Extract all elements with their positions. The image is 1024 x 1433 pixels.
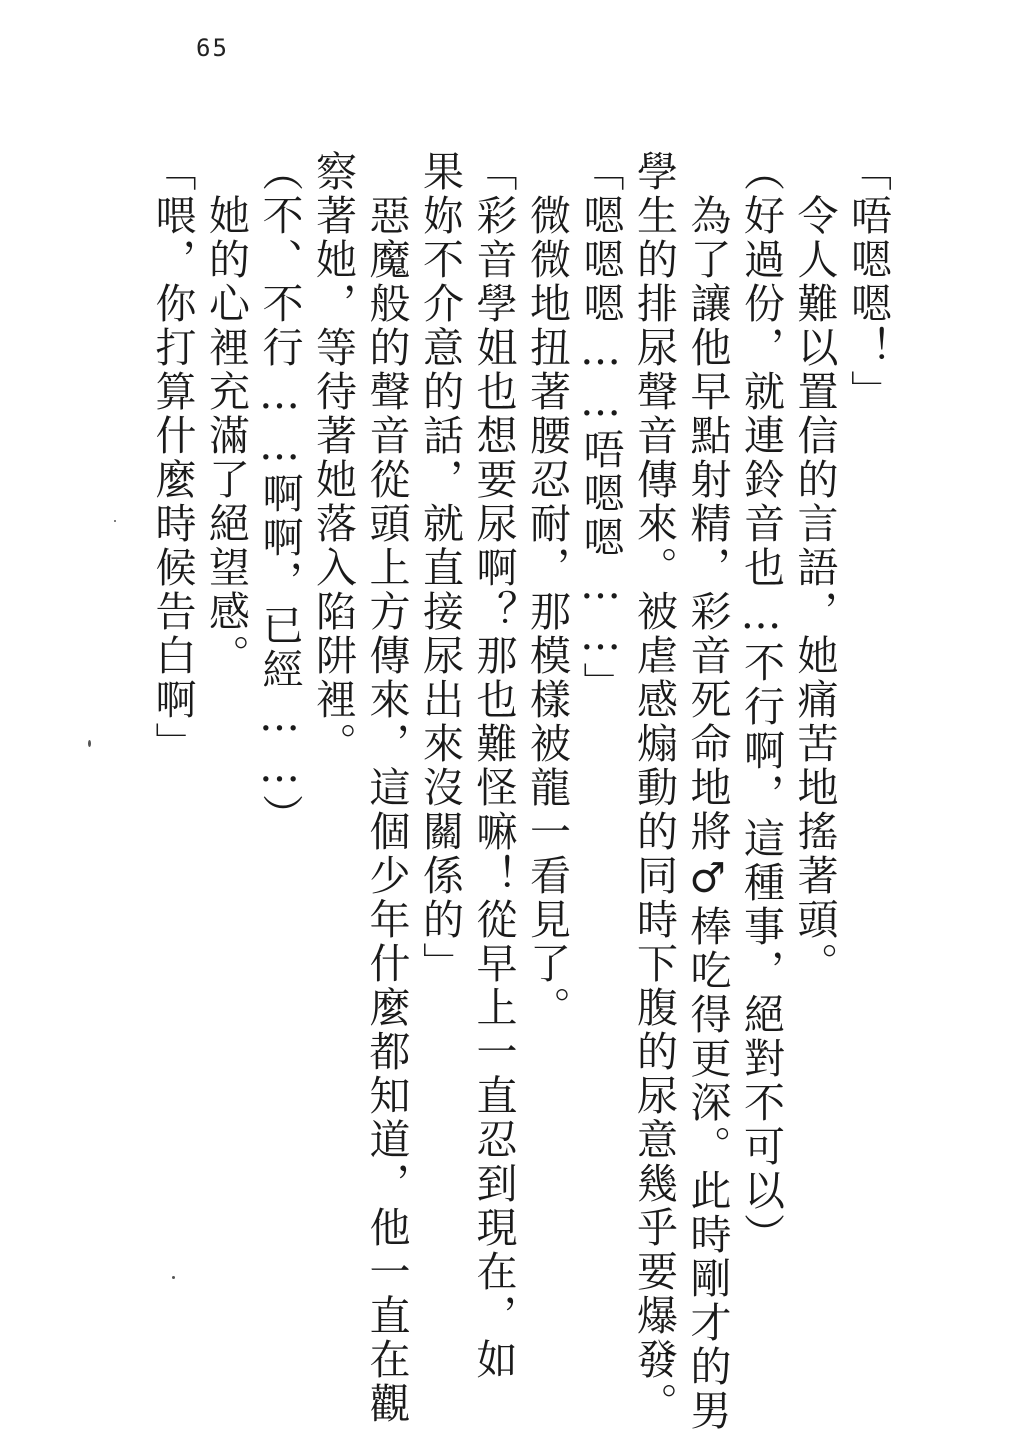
- text-line-12: （不、不行……啊啊，已經……）: [255, 150, 304, 838]
- text-line-1: 「唔嗯嗯！」: [844, 150, 892, 414]
- scan-speck: [88, 740, 91, 747]
- scan-speck: [172, 1276, 175, 1279]
- text-line-4: 為了讓他早點射精，彩音死命地將♂棒吃得更深。此時剛才的男: [683, 194, 732, 1433]
- text-line-3: （好過份，就連鈴音也…不行啊，這種事，絕對不可以）: [737, 150, 785, 1257]
- text-line-2: 令人難以置信的言語，她痛苦地搖著頭。: [790, 194, 839, 986]
- text-line-10: 惡魔般的聲音從頭上方傳來，這個少年什麼都知道，他一直在觀: [362, 194, 411, 1426]
- text-line-8: 「彩音學姐也想要尿啊？那也難怪嘛！從早上一直忍到現在，如: [469, 150, 518, 1382]
- text-line-13: 她的心裡充滿了絕望感。: [202, 194, 250, 678]
- page-number: 65: [196, 34, 229, 62]
- text-line-9: 果妳不介意的話，就直接尿出來沒關係的」: [416, 150, 464, 986]
- scan-speck: [114, 520, 116, 522]
- vertical-text-body: [145, 150, 894, 1433]
- text-line-14: 「喂，你打算什麼時候告白啊」: [148, 150, 197, 766]
- text-line-6: 「嗯嗯嗯……唔嗯嗯……」: [576, 150, 625, 706]
- text-line-5: 學生的排尿聲音傳來。被虐感煽動的同時下腹的尿意幾乎要爆發。: [630, 150, 678, 1426]
- text-line-11: 察著她，等待著她落入陷阱裡。: [309, 150, 357, 766]
- text-line-7: 微微地扭著腰忍耐，那模樣被龍一看見了。: [523, 194, 571, 1030]
